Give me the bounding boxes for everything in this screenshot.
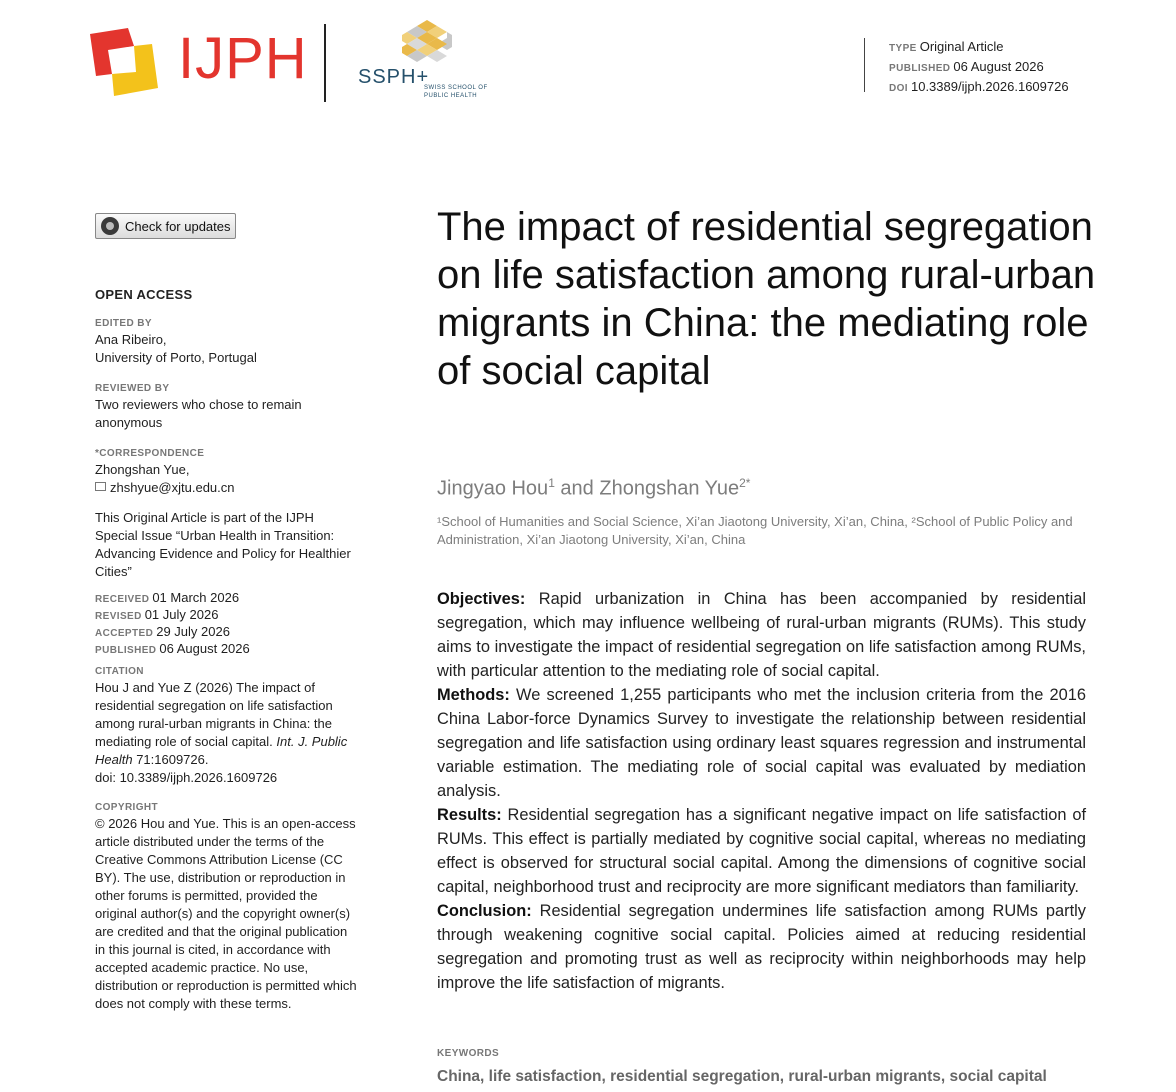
correspondence-section <box>95 447 360 497</box>
accepted-value: 29 July 2026 <box>156 624 230 639</box>
open-access-label: OPEN ACCESS <box>95 287 193 302</box>
author-1-sup: 1 <box>548 476 555 490</box>
edited-by-label: EDITED BY <box>95 318 152 329</box>
check-for-updates-button[interactable] <box>95 213 236 239</box>
published-label: PUBLISHED <box>95 645 157 656</box>
author-1[interactable]: Jingyao Hou <box>437 477 549 500</box>
abstract-conclusion <box>437 899 1086 995</box>
received-label: RECEIVED <box>95 594 150 605</box>
methods-text: We screened 1,255 participants who met the inclusion criteria from the 2016 China Labor-force Dynamics Survey to investigate the relationship between residential segregation and life satisfaction using ordinary least squares regression and instrumental variable estimation. The mediating role of social capital was evaluated by mediation analysis. <box>437 686 1086 800</box>
citation-section <box>95 665 360 787</box>
published-date <box>95 641 360 658</box>
correspondence-label: *CORRESPONDENCE <box>95 448 205 459</box>
ssph-logo-mark <box>402 20 452 66</box>
author-separator: and <box>554 477 600 500</box>
conclusion-text: Residential segregation undermines life satisfaction among RUMs partly through weakening cognitive social capital. Policies aimed at reducing residential segregation and promoting trust as well as reciprocity within neighborhoods may help improve the life satisfaction of migrants. <box>437 902 1086 992</box>
meta-published-value: 06 August 2026 <box>953 59 1044 74</box>
affiliations: ¹School of Humanities and Social Science, Xi’an Jiaotong University, Xi’an, China, ²School of Public Policy and Administration, Xi’an Jiaotong University, Xi’an, China <box>437 514 1073 547</box>
ssph-logo-text: SSPH+ <box>358 66 430 88</box>
results-text: Residential segregation has a significant negative impact on life satisfaction of RUMs. This effect is partially mediated by cognitive social capital, whereas no mediating effect is observed for structural social capital. Among the dimensions of cognitive social capital, neighborhood trust and reciprocity are more significant mediators than familiarity. <box>437 806 1086 896</box>
published-value: 06 August 2026 <box>159 641 250 656</box>
meta-doi <box>889 78 1069 98</box>
methods-label: Methods: <box>437 686 510 704</box>
results-label: Results: <box>437 806 502 824</box>
abstract-objectives <box>437 587 1086 683</box>
dates-section <box>95 590 360 658</box>
received-date <box>95 590 360 607</box>
check-for-updates-label: Check for updates <box>125 218 231 234</box>
editor-name: Ana Ribeiro, <box>95 332 167 347</box>
reviewers-text: Two reviewers who chose to remain anonymous <box>95 397 302 430</box>
meta-type-label: TYPE <box>889 43 917 54</box>
revised-value: 01 July 2026 <box>144 607 219 622</box>
revised-label: REVISED <box>95 611 142 622</box>
citation-journal: Int. J. Public Health <box>95 734 348 767</box>
reviewed-by-section <box>95 382 360 432</box>
objectives-text: Rapid urbanization in China has been accompanied by residential segregation, which may influence wellbeing of rural-urban migrants (RUMs). This study aims to investigate the impact of residential segregation on life satisfaction among RUMs, with particular attention to the mediating role of social capital. <box>437 590 1086 680</box>
received-value: 01 March 2026 <box>152 590 240 605</box>
crossmark-icon <box>101 217 119 235</box>
meta-type <box>889 38 1069 58</box>
article-title: The impact of residential segregation on life satisfaction among rural-urban migrants in China: the mediating role of social capital <box>437 205 1096 393</box>
citation-text: Hou J and Yue Z (2026) The impact of residential segregation on life satisfaction among rural-urban migrants in China: the mediating role of social capital. <box>95 680 333 749</box>
ijph-logo-mark <box>90 28 158 96</box>
ijph-logo-text: IJPH <box>178 26 308 91</box>
objectives-label: Objectives: <box>437 590 526 608</box>
logo-divider <box>324 24 326 102</box>
copyright-text: © 2026 Hou and Yue. This is an open-access article distributed under the terms of the Creative Commons Attribution License (CC BY). The use, distribution or reproduction in other forums is permitted, provided the original author(s) and the copyright owner(s) are credited and that the original publication in this journal is cited, in accordance with accepted academic practice. No use, distribution or reproduction is permitted which does not comply with these terms. <box>95 816 357 1011</box>
correspondence-name: Zhongshan Yue, <box>95 462 190 477</box>
correspondence-email-row <box>95 479 360 497</box>
author-2[interactable]: Zhongshan Yue <box>599 477 740 500</box>
meta-doi-value[interactable]: 10.3389/ijph.2026.1609726 <box>910 79 1069 94</box>
copyright-section <box>95 801 360 1013</box>
special-issue-note: This Original Article is part of the IJPH Special Issue “Urban Health in Transition: Advancing Evidence and Policy for Healthier Cities” <box>95 510 351 579</box>
correspondence-email[interactable]: zhshyue@xjtu.edu.cn <box>110 480 235 495</box>
keywords-label: KEYWORDS <box>437 1048 500 1059</box>
citation-body <box>95 679 357 769</box>
revised-date <box>95 607 360 624</box>
accepted-date <box>95 624 360 641</box>
citation-doi[interactable]: doi: 10.3389/ijph.2026.1609726 <box>95 770 278 785</box>
meta-type-value: Original Article <box>919 39 1004 54</box>
email-icon <box>95 482 106 491</box>
abstract-methods <box>437 683 1086 803</box>
author-2-sup: 2* <box>739 476 751 490</box>
article-meta <box>864 38 1069 92</box>
meta-published <box>889 58 1069 78</box>
ssph-logo-subtext: SWISS SCHOOL OF PUBLIC HEALTH <box>424 85 488 99</box>
conclusion-label: Conclusion: <box>437 902 532 920</box>
copyright-label: COPYRIGHT <box>95 802 159 813</box>
meta-doi-label: DOI <box>889 83 908 94</box>
edited-by-section <box>95 317 360 367</box>
citation-label: CITATION <box>95 666 144 677</box>
meta-published-label: PUBLISHED <box>889 63 951 74</box>
author-line <box>437 476 750 501</box>
reviewed-by-label: REVIEWED BY <box>95 383 170 394</box>
keywords-list: China, life satisfaction, residential segregation, rural-urban migrants, social capital <box>437 1068 1047 1085</box>
editor-affiliation: University of Porto, Portugal <box>95 350 257 365</box>
accepted-label: ACCEPTED <box>95 628 154 639</box>
abstract-results <box>437 803 1086 899</box>
citation-volume: 71:1609726. <box>132 752 209 767</box>
abstract <box>437 587 1086 995</box>
